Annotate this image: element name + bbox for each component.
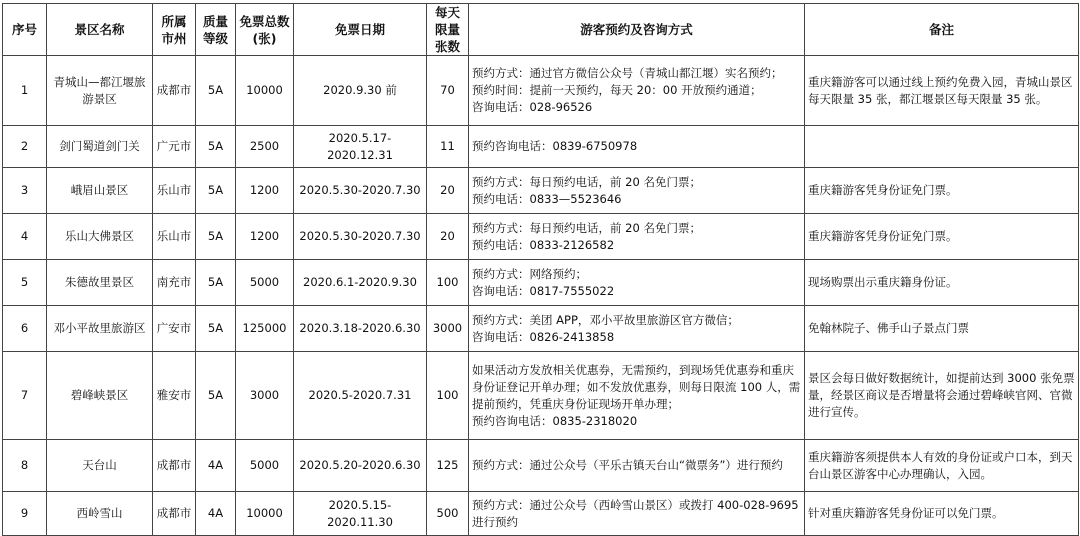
cell-date: 2020.9.30 前 (294, 56, 427, 126)
table-row (3, 306, 1079, 352)
cell-grade: 5A (196, 126, 236, 168)
cell-city: 成都市 (153, 492, 196, 536)
cell-grade: 5A (196, 214, 236, 260)
cell-name: 青城山—都江堰旅游景区 (47, 56, 153, 126)
cell-city: 乐山市 (153, 168, 196, 214)
cell-total: 125000 (236, 306, 294, 352)
cell-grade: 5A (196, 168, 236, 214)
cell-city: 雅安市 (153, 352, 196, 440)
cell-note: 重庆籍游客凭身份证免门票。 (805, 168, 1079, 214)
cell-booking: 预约方式：通过公众号（西岭雪山景区）或拨打 400-028-9695 进行预约 (469, 492, 805, 536)
cell-city: 乐山市 (153, 214, 196, 260)
cell-name: 天台山 (47, 440, 153, 492)
cell-limit: 100 (427, 352, 469, 440)
cell-booking: 如果活动方发放相关优惠券，无需预约，到现场凭优惠券和重庆身份证登记开单办理；如不发放优惠券，则每日限流 100 人，需提前预约，凭重庆身份证现场开单办理； 预约咨询电话：0835-2318020 (469, 352, 805, 440)
cell-no: 1 (3, 56, 47, 126)
cell-date: 2020.5.20-2020.6.30 (294, 440, 427, 492)
cell-no: 6 (3, 306, 47, 352)
cell-no: 9 (3, 492, 47, 536)
header-date: 免票日期 (294, 4, 427, 56)
cell-city: 广安市 (153, 306, 196, 352)
table-row (3, 214, 1079, 260)
cell-total: 5000 (236, 440, 294, 492)
cell-booking: 预约方式：通过公众号（平乐古镇天台山“微票务”）进行预约 (469, 440, 805, 492)
header-booking: 游客预约及咨询方式 (469, 4, 805, 56)
cell-no: 3 (3, 168, 47, 214)
table-row (3, 56, 1079, 126)
cell-note: 重庆籍游客须提供本人有效的身份证或户口本，到天台山景区游客中心办理确认，入园。 (805, 440, 1079, 492)
cell-total: 1200 (236, 168, 294, 214)
cell-note: 免翰林院子、佛手山子景点门票 (805, 306, 1079, 352)
table-row (3, 260, 1079, 306)
cell-note: 重庆籍游客可以通过线上预约免费入园，青城山景区每天限量 35 张，都江堰景区每天限量 35 张。 (805, 56, 1079, 126)
cell-no: 4 (3, 214, 47, 260)
table-wrapper (2, 3, 1079, 536)
table-row (3, 168, 1079, 214)
cell-booking: 预约咨询电话：0839-6750978 (469, 126, 805, 168)
cell-total: 3000 (236, 352, 294, 440)
header-note: 备注 (805, 4, 1079, 56)
table-row (3, 352, 1079, 440)
cell-grade: 4A (196, 440, 236, 492)
cell-limit: 500 (427, 492, 469, 536)
cell-limit: 125 (427, 440, 469, 492)
cell-booking: 预约方式：美团 APP，邓小平故里旅游区官方微信； 咨询电话：0826-2413858 (469, 306, 805, 352)
cell-date: 2020.5-2020.7.31 (294, 352, 427, 440)
cell-booking: 预约方式：通过官方微信公众号（青城山都江堰）实名预约； 预约时间：提前一天预约，每天 20：00 开放预约通道； 咨询电话：028-96526 (469, 56, 805, 126)
cell-grade: 5A (196, 306, 236, 352)
cell-note (805, 126, 1079, 168)
cell-no: 7 (3, 352, 47, 440)
cell-total: 1200 (236, 214, 294, 260)
cell-city: 南充市 (153, 260, 196, 306)
cell-note: 针对重庆籍游客凭身份证可以免门票。 (805, 492, 1079, 536)
cell-name: 朱德故里景区 (47, 260, 153, 306)
cell-total: 5000 (236, 260, 294, 306)
cell-grade: 5A (196, 56, 236, 126)
cell-name: 剑门蜀道剑门关 (47, 126, 153, 168)
header-total: 免票总数(张) (236, 4, 294, 56)
cell-name: 邓小平故里旅游区 (47, 306, 153, 352)
header-name: 景区名称 (47, 4, 153, 56)
header-grade: 质量等级 (196, 4, 236, 56)
header-limit: 每天限量张数 (427, 4, 469, 56)
cell-booking: 预约方式：网络预约； 咨询电话：0817-7555022 (469, 260, 805, 306)
cell-note: 重庆籍游客凭身份证免门票。 (805, 214, 1079, 260)
cell-note: 景区会每日做好数据统计，如提前达到 3000 张免票量，经景区商议是否增量将会通过碧峰峡官网、官微进行宣传。 (805, 352, 1079, 440)
cell-grade: 5A (196, 260, 236, 306)
cell-limit: 70 (427, 56, 469, 126)
cell-date: 2020.5.15-2020.11.30 (294, 492, 427, 536)
cell-name: 碧峰峡景区 (47, 352, 153, 440)
cell-name: 乐山大佛景区 (47, 214, 153, 260)
cell-no: 2 (3, 126, 47, 168)
cell-total: 2500 (236, 126, 294, 168)
table-row (3, 492, 1079, 536)
header-no: 序号 (3, 4, 47, 56)
header-city: 所属市州 (153, 4, 196, 56)
cell-booking: 预约方式：每日预约电话，前 20 名免门票； 预约电话：0833—5523646 (469, 168, 805, 214)
cell-date: 2020.5.17-2020.12.31 (294, 126, 427, 168)
header-row (3, 4, 1079, 56)
cell-booking: 预约方式：每日预约电话，前 20 名免门票； 预约电话：0833-2126582 (469, 214, 805, 260)
cell-limit: 100 (427, 260, 469, 306)
cell-limit: 20 (427, 214, 469, 260)
cell-total: 10000 (236, 56, 294, 126)
cell-date: 2020.6.1-2020.9.30 (294, 260, 427, 306)
cell-city: 成都市 (153, 440, 196, 492)
table-row (3, 440, 1079, 492)
cell-city: 成都市 (153, 56, 196, 126)
cell-limit: 11 (427, 126, 469, 168)
cell-no: 8 (3, 440, 47, 492)
cell-no: 5 (3, 260, 47, 306)
cell-limit: 20 (427, 168, 469, 214)
cell-name: 西岭雪山 (47, 492, 153, 536)
cell-grade: 4A (196, 492, 236, 536)
cell-date: 2020.3.18-2020.6.30 (294, 306, 427, 352)
cell-total: 10000 (236, 492, 294, 536)
table-row (3, 126, 1079, 168)
cell-date: 2020.5.30-2020.7.30 (294, 214, 427, 260)
cell-limit: 3000 (427, 306, 469, 352)
cell-grade: 5A (196, 352, 236, 440)
cell-date: 2020.5.30-2020.7.30 (294, 168, 427, 214)
cell-name: 峨眉山景区 (47, 168, 153, 214)
cell-note: 现场购票出示重庆籍身份证。 (805, 260, 1079, 306)
cell-city: 广元市 (153, 126, 196, 168)
scenic-spot-table (2, 3, 1079, 536)
